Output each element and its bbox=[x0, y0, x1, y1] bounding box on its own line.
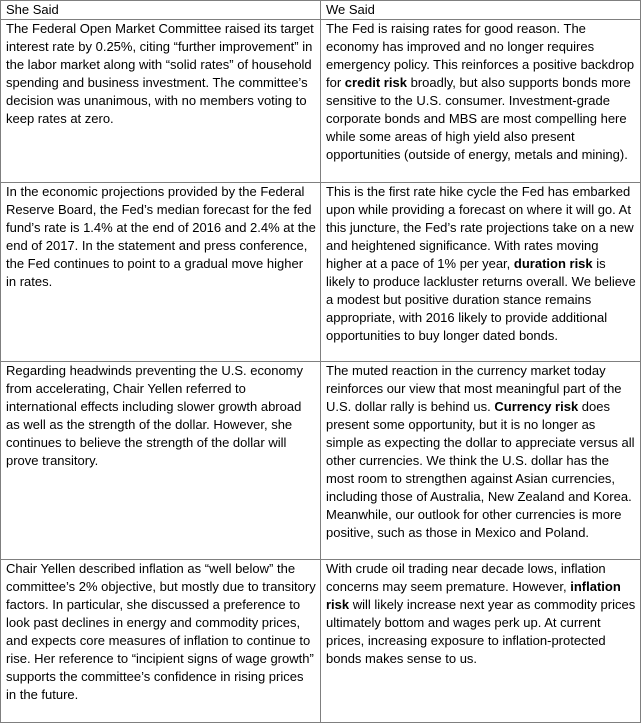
risk-term: Currency risk bbox=[494, 399, 579, 414]
we-said-cell bbox=[321, 20, 641, 183]
risk-term: credit risk bbox=[344, 75, 407, 90]
we-said-text: The Fed is raising rates for good reason. The economy has improved and no longer requires emergency policy. This reinforces a positive backdrop for bbox=[326, 21, 635, 90]
header-row bbox=[1, 1, 641, 20]
we-said-cell bbox=[321, 560, 641, 723]
we-said-text: This is the first rate hike cycle the Fed has embarked upon while providing a forecast on where it will go. At this juncture, the Fed’s rate projections take on a new and heightened significance. With rates moving higher at a pace of 1% per year, bbox=[326, 184, 634, 271]
she-said-header: She Said bbox=[1, 1, 321, 20]
she-said-cell: Regarding headwinds preventing the U.S. economy from accelerating, Chair Yellen referred to international effects including slower growth abroad as well as the strength of the dollar. However, she continues to believe the strength of the dollar will prove transitory. bbox=[1, 362, 321, 560]
we-said-text: The muted reaction in the currency market today reinforces our view that most meaningful part of the U.S. dollar rally is behind us. bbox=[326, 363, 622, 414]
risk-term: duration risk bbox=[513, 256, 593, 271]
table-row bbox=[1, 560, 641, 723]
table-row bbox=[1, 362, 641, 560]
we-said-text: will likely increase next year as commodity prices ultimately bottom and wages perk up. At current prices, increasing exposure to inflation-protected bonds makes sense to us. bbox=[326, 597, 636, 666]
she-said-cell: In the economic projections provided by the Federal Reserve Board, the Fed’s median forecast for the fed fund’s rate is 1.4% at the end of 2016 and 2.4% at the end of 2017. In the statement and press conference, the Fed continues to point to a gradual move higher in rates. bbox=[1, 183, 321, 362]
she-said-cell: The Federal Open Market Committee raised its target interest rate by 0.25%, citing “further improvement” in the labor market along with “solid rates” of household spending and business investment. The committee’s decision was unanimous, with no members voting to keep rates at zero. bbox=[1, 20, 321, 183]
we-said-text: is likely to produce lackluster returns overall. We believe a modest but positive duration stance remains appropriate, with 2016 likely to provide additional opportunities to buy longer dated bonds. bbox=[326, 256, 636, 343]
we-said-header: We Said bbox=[321, 1, 641, 20]
table-row bbox=[1, 183, 641, 362]
risk-term: inflation risk bbox=[326, 579, 621, 612]
we-said-text: does present some opportunity, but it is no longer as simple as expecting the dollar to appreciate versus all other currencies. We think the U.S. dollar has the most room to strengthen against Asian currencies, including those of Australia, New Zealand and Korea. Meanwhile, our outlook for other currencies is more positive, such as those in Mexico and Poland. bbox=[326, 399, 635, 540]
we-said-cell bbox=[321, 362, 641, 560]
we-said-text: With crude oil trading near decade lows, inflation concerns may seem premature. However, bbox=[326, 561, 606, 594]
we-said-text: broadly, but also supports bonds more sensitive to the U.S. consumer. Investment-grade corporate bonds and MBS are most compelling here while some areas of high yield also present opportunities (outside of energy, metals and mining). bbox=[326, 75, 631, 162]
table-row bbox=[1, 20, 641, 183]
she-said-cell: Chair Yellen described inflation as “well below” the committee’s 2% objective, but mostly due to transitory factors. In particular, she discussed a preference to look past declines in energy and commodity prices, and expects core measures of inflation to continue to rise. Her reference to “incipient signs of wage growth” supports the committee’s confidence in rising prices in the future. bbox=[1, 560, 321, 723]
we-said-cell bbox=[321, 183, 641, 362]
